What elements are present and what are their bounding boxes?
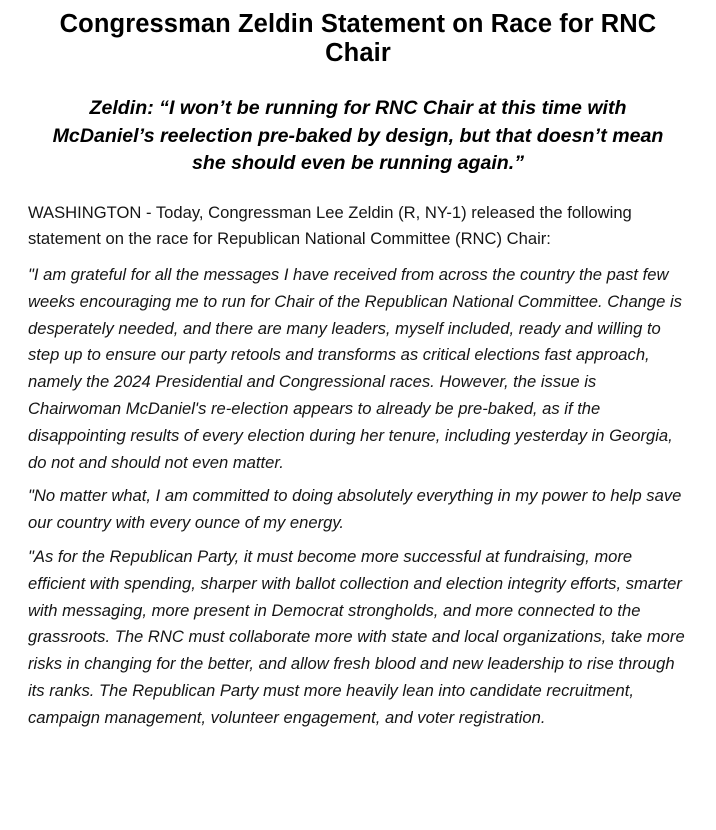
statement-paragraph-1: "I am grateful for all the messages I have received from across the country the past few weeks encouraging me to run for Chair of the Republican National Committee. Change is desperately needed, and there are many leaders, myself included, ready and willing to step up to ensure our party retools and transforms as critical elections fast approach, namely the 2024 Presidential and Congressional races. However, the issue is Chairwoman McDaniel's re-election appears to already be pre-baked, as if the disappointing results of every election during her tenure, including yesterday in Georgia, do not and should not even matter. xyxy=(28,265,682,472)
subheadline-quote: Zeldin: “I won’t be running for RNC Chair at this time with McDaniel’s reelection pre-baked by design, but that doesn’t mean she should even be running again.” xyxy=(52,97,664,174)
statement-paragraph-3: "As for the Republican Party, it must become more successful at fundraising, more efficient with spending, sharper with ballot collection and election integrity efforts, smarter with messaging, more present in Democrat strongholds, and more connected to the grassroots. The RNC must collaborate more with state and local organizations, take more risks in changing for the better, and allow fresh blood and new leadership to rise through its ranks. The Republican Party must more heavily lean into candidate recruitment, campaign management, volunteer engagement, and voter registration. xyxy=(28,547,685,727)
statement-paragraph-2: "No matter what, I am committed to doing absolutely everything in my power to help save our country with every ounce of my energy. xyxy=(28,486,682,533)
dateline-paragraph: WASHINGTON - Today, Congressman Lee Zeldin (R, NY-1) released the following statement on the race for Republican National Committee (RNC) Chair: xyxy=(28,202,632,249)
page-title: Congressman Zeldin Statement on Race for RNC Chair xyxy=(59,10,657,67)
